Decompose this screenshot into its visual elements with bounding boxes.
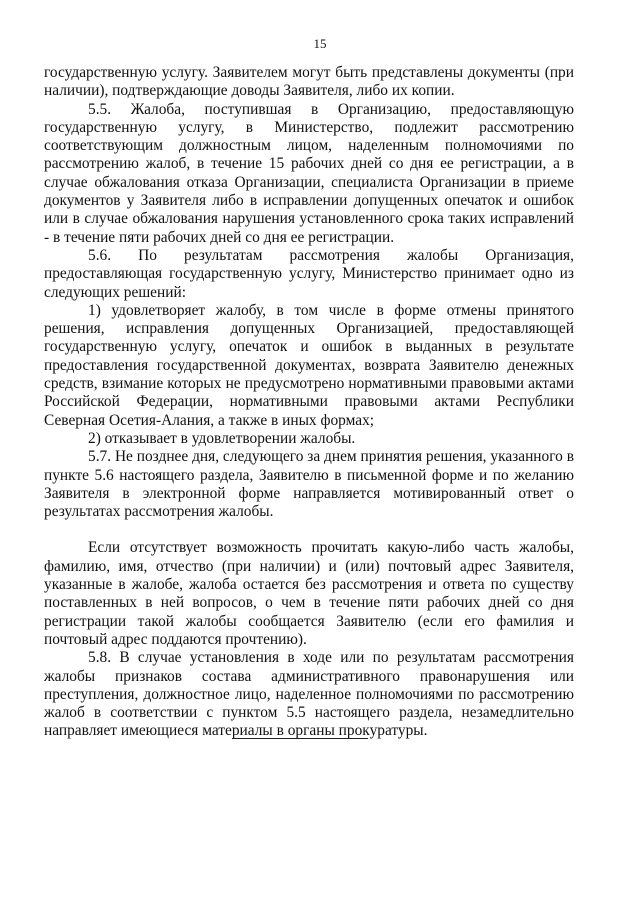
paragraph-5-6-item-2: 2) отказывает в удовлетворении жалобы.: [88, 429, 356, 447]
paragraph-5-5: 5.5. Жалоба, поступившая в Организацию, предоставляющую государственную услугу, в Министерство, подлежит рассмотрению соответствующим должностным лицом, наделенным полномочиями по рассмотрению жалоб, в течение 15 рабочих дней со дня ее регистрации, а в случае обжалования отказа Организации, специалиста Организации в приеме документов у Заявителя либо в исправлении допущенных опечаток и ошибок или в случае обжалования нарушения установленного срока таких исправлений - в течение пяти рабочих дней со дня ее регистрации.: [44, 100, 574, 246]
paragraph-5-6-item-1: 1) удовлетворяет жалобу, в том числе в форме отмены принятого решения, исправления допущенных Организацией, предоставляющей государственную услугу, опечаток и ошибок в выданных в результате предоставления государственной документах, возврата Заявителю денежных средств, взимание которых не предусмотрено нормативными правовыми актами Российской Федерации, нормативными правовыми актами Республики Северная Осетия-Алания, а также в иных формах;: [44, 301, 574, 429]
paragraph-5-8: 5.8. В случае установления в ходе или по результатам рассмотрения жалобы признаков состава административного правонарушения или преступления, должностное лицо, наделенное полномочиями по рассмотрению жалоб в соответствии с пунктом 5.5 настоящего раздела, незамедлительно направляет имеющиеся материалы в органы прокуратуры.: [44, 649, 574, 740]
page-number: 15: [313, 36, 327, 51]
document-body: [44, 64, 574, 741]
paragraph-continuation: государственную услугу. Заявителем могут быть представлены документы (при наличии), подтверждающие доводы Заявителя, либо их копии.: [44, 64, 574, 100]
paragraph-5-7: 5.7. Не позднее дня, следующего за днем принятия решения, указанного в пункте 5.6 настоящего раздела, Заявителю в письменной форме и по желанию Заявителя в электронной форме направляется мотивированный ответ о результатах рассмотрения жалобы.: [44, 448, 574, 521]
end-divider-line: [232, 738, 368, 739]
paragraph-5-6: 5.6. По результатам рассмотрения жалобы Организация, предоставляющая государственную услугу, Министерство принимает одно из следующих решений:: [44, 246, 574, 301]
paragraph-5-7-unreadable: Если отсутствует возможность прочитать какую-либо часть жалобы, фамилию, имя, отчество (при наличии) и (или) почтовый адрес Заявителя, указанные в жалобе, жалоба остается без рассмотрения и ответа по существу поставленных в ней вопросов, о чем в течение пяти рабочих дней со дня регистрации такой жалобы сообщается Заявителю (если его фамилия и почтовый адрес поддаются прочтению).: [44, 539, 574, 648]
